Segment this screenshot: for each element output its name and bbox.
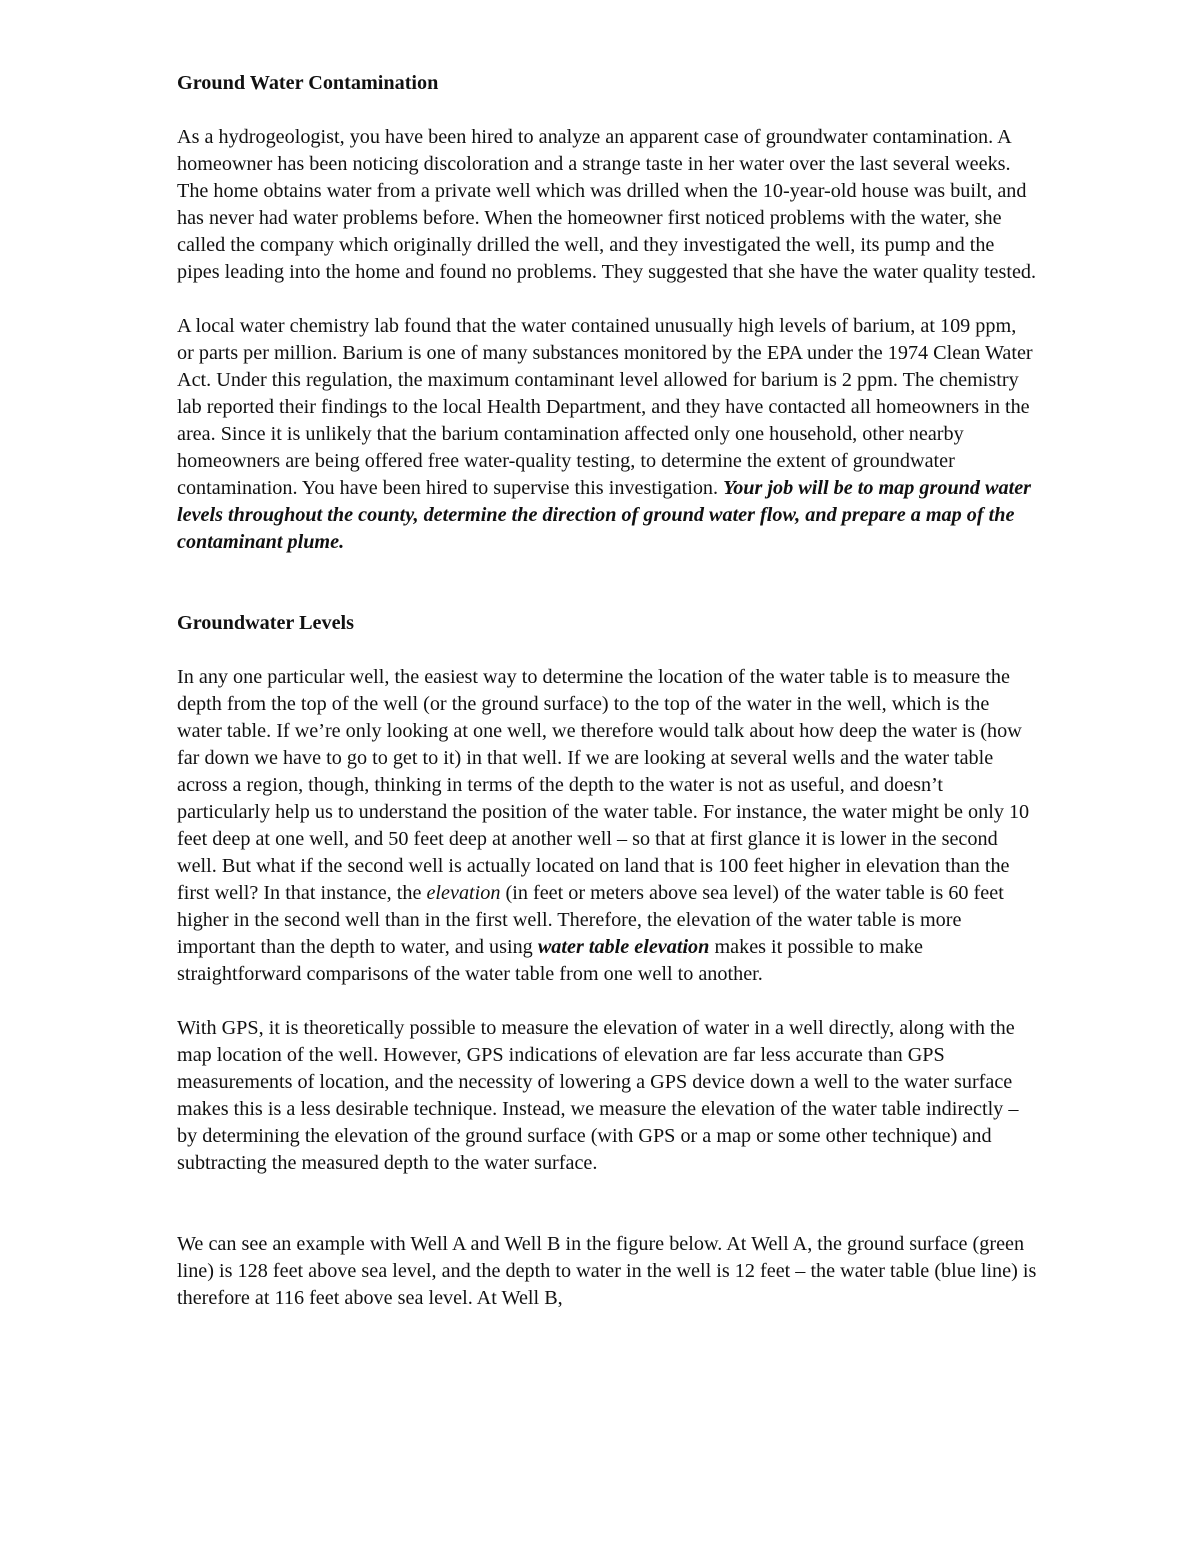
document-page xyxy=(177,70,1037,1312)
section-heading-groundwater-levels: Groundwater Levels xyxy=(177,612,355,634)
spacer xyxy=(177,556,1037,610)
elevation-term: elevation xyxy=(426,882,501,904)
spacer xyxy=(177,988,1037,1015)
paragraph-lab-findings xyxy=(177,313,1037,556)
paragraph-gps: With GPS, it is theoretically possible to measure the elevation of water in a well directly, along with the map location of the well. However, GPS indications of elevation are far less accurate than GPS measurements of location, and the necessity of lowering a GPS device down a well to the water surface makes this is a less desirable technique. Instead, we measure the elevation of the water table indirectly – by determining the elevation of the ground surface (with GPS or a map or some other technique) and subtracting the measured depth to the water surface. xyxy=(177,1017,1019,1174)
spacer xyxy=(177,1177,1037,1231)
section-heading-contamination: Ground Water Contamination xyxy=(177,72,439,94)
water-table-text-2: (in feet or meters above sea level) of the water table is 60 feet higher in the second well than in the first well. Therefore, the elevation of the water table is more important than the depth to water, and using xyxy=(177,882,1004,958)
paragraph-intro: As a hydrogeologist, you have been hired to analyze an apparent case of groundwater contamination. A homeowner has been noticing discoloration and a strange taste in her water over the last several weeks. The home obtains water from a private well which was drilled when the 10-year-old house was built, and has never had water problems before. When the homeowner first noticed problems with the water, she called the company which originally drilled the well, and they investigated the well, its pump and the pipes leading into the home and found no problems. They suggested that she have the water quality tested. xyxy=(177,126,1037,283)
spacer xyxy=(177,637,1037,664)
task-emphasis: Your job will be to map ground water levels throughout the county, determine the direction of ground water flow, and prepare a map of the contaminant plume. xyxy=(177,477,1032,553)
water-table-text-3: makes it possible to make straightforward comparisons of the water table from one well to another. xyxy=(177,936,924,985)
water-table-elevation-term: water table elevation xyxy=(537,936,710,958)
spacer xyxy=(177,97,1037,124)
spacer xyxy=(177,286,1037,313)
water-table-text-1: In any one particular well, the easiest way to determine the location of the water table is to measure the depth from the top of the well (or the ground surface) to the top of the water in the well, which is the water table. If we’re only looking at one well, we therefore would talk about how deep the water is (how far down we have to go to get to it) in that well. If we are looking at several wells and the water table across a region, though, thinking in terms of the depth to the water is not as useful, and doesn’t particularly help us to understand the position of the water table. For instance, the water might be only 10 feet deep at one well, and 50 feet deep at another well – so that at first glance it is lower in the second well. But what if the second well is actually located on land that is 100 feet higher in elevation than the first well? In that instance, the xyxy=(177,666,1030,904)
paragraph-well-example: We can see an example with Well A and Well B in the figure below. At Well A, the ground surface (green line) is 128 feet above sea level, and the depth to water in the well is 12 feet – the water table (blue line) is therefore at 116 feet above sea level. At Well B, xyxy=(177,1233,1037,1309)
paragraph-water-table xyxy=(177,664,1037,988)
paragraph-lab-findings-text: A local water chemistry lab found that the water contained unusually high levels of barium, at 109 ppm, or parts per million. Barium is one of many substances monitored by the EPA under the 1974 Clean Water Act. Under this regulation, the maximum contaminant level allowed for barium is 2 ppm. The chemistry lab reported their findings to the local Health Department, and they have contacted all homeowners in the area. Since it is unlikely that the barium contamination affected only one household, other nearby homeowners are being offered free water-quality testing, to determine the extent of groundwater contamination. You have been hired to supervise this investigation. xyxy=(177,315,1033,499)
